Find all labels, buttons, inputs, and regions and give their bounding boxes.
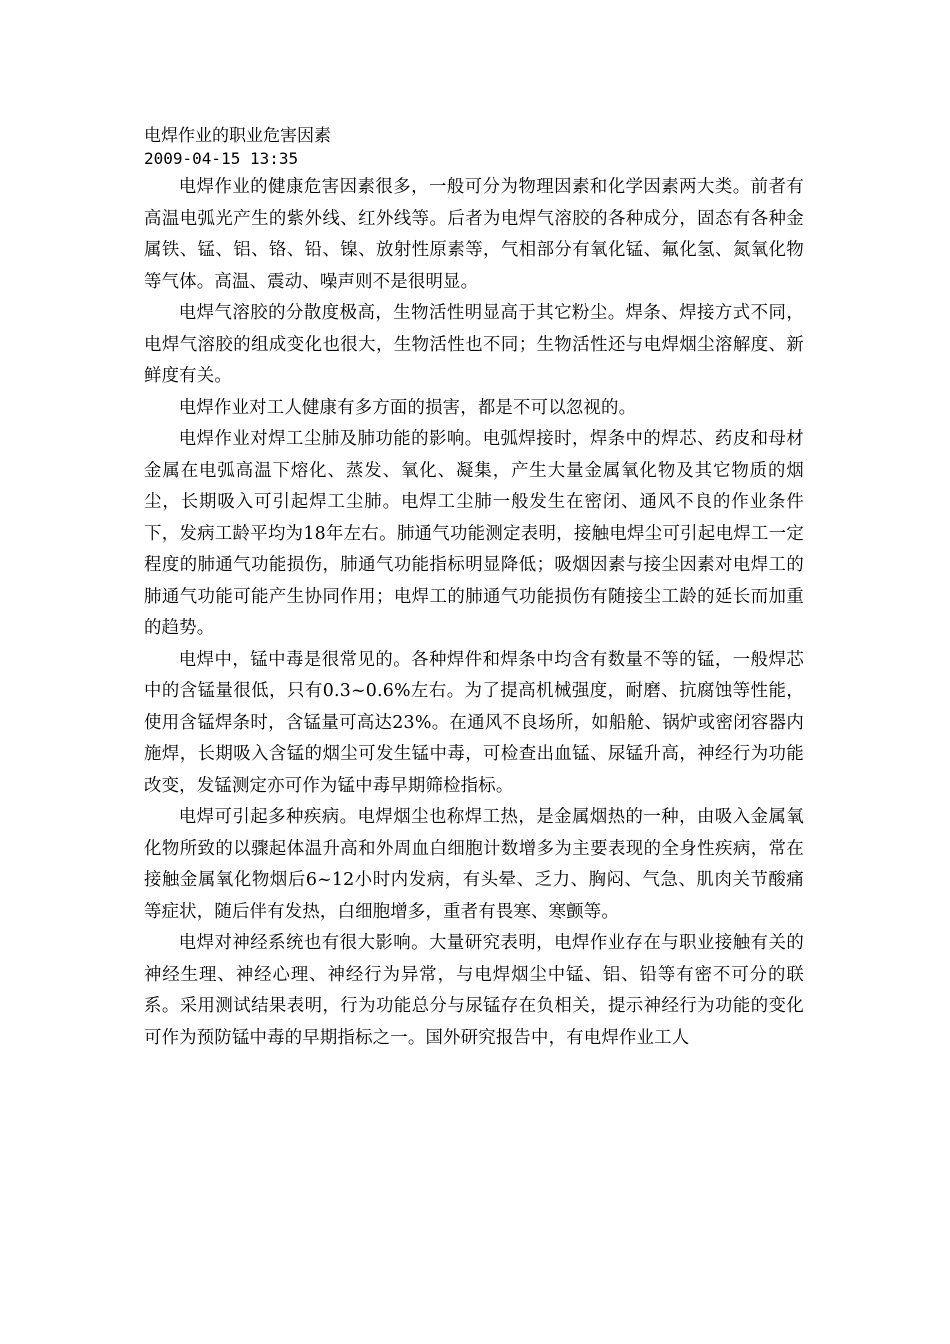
document-title: 电焊作业的职业危害因素 bbox=[144, 126, 331, 146]
paragraph-manganese: 电焊中，锰中毒是很常见的。各种焊件和焊条中均含有数量不等的锰，一般焊芯中的含锰量很低，只有0.3~0.6%左右。为了提高机械强度，耐磨、抗腐蚀等性能，使用含锰焊条时，含锰量可高达23%。在通风不良场所，如船舱、锅炉或密闭容器内施焊，长期吸入含锰的烟尘可发生锰中毒，可检查出血锰、尿锰升高，神经行为功能改变，发锰测定亦可作为锰中毒早期筛检指标。 bbox=[144, 649, 804, 796]
paragraph-aerosol: 电焊气溶胶的分散度极高，生物活性明显高于其它粉尘。焊条、焊接方式不同，电焊气溶胶的组成变化也很大，生物活性也不同；生物活性还与电焊烟尘溶解度、新鲜度有关。 bbox=[144, 303, 804, 386]
document-date: 2009-04-15 13:35 bbox=[144, 149, 299, 168]
document-page bbox=[144, 124, 804, 1054]
paragraph-nervous-system: 电焊对神经系统也有很大影响。大量研究表明，电焊作业存在与职业接触有关的神经生理、神经心理、神经行为异常，与电焊烟尘中锰、铝、铅等有密不可分的联系。采用测试结果表明，行为功能总分与尿锰存在负相关，提示神经行为功能的变化可作为预防锰中毒的早期指标之一。国外研究报告中，有电焊作业工人 bbox=[144, 933, 804, 1048]
paragraph-health-damage: 电焊作业对工人健康有多方面的损害，都是不可以忽视的。 bbox=[178, 397, 637, 418]
paragraph-pneumoconiosis: 电焊作业对焊工尘肺及肺功能的影响。电弧焊接时，焊条中的焊芯、药皮和母材金属在电弧高温下熔化、蒸发、氧化、凝集，产生大量金属氧化物及其它物质的烟尘，长期吸入可引起焊工尘肺。电焊工尘肺一般发生在密闭、通风不良的作业条件下，发病工龄平均为18年左右。肺通气功能测定表明，接触电焊尘可引起电焊工一定程度的肺通气功能损伤，肺通气功能指标明显降低；吸烟因素与接尘因素对电焊工的肺通气功能可能产生协同作用；电焊工的肺通气功能损伤有随接尘工龄的延长而加重的趋势。 bbox=[144, 429, 804, 638]
paragraph-diseases: 电焊可引起多种疾病。电焊烟尘也称焊工热，是金属烟热的一种，由吸入金属氧化物所致的以骤起体温升高和外周血白细胞计数增多为主要表现的全身性疾病，常在接触金属氧化物烟后6~12小时内发病，有头晕、乏力、胸闷、气急、肌肉关节酸痛等症状，随后伴有发热，白细胞增多，重者有畏寒、寒颤等。 bbox=[144, 807, 804, 922]
paragraph-hazard-overview: 电焊作业的健康危害因素很多，一般可分为物理因素和化学因素两大类。前者有高温电弧光产生的紫外线、红外线等。后者为电焊气溶胶的各种成分，固态有各种金属铁、锰、铝、铬、铅、镍、放射性原素等，气相部分有氧化锰、氟化氢、氮氧化物等气体。高温、震动、噪声则不是很明显。 bbox=[144, 177, 804, 292]
